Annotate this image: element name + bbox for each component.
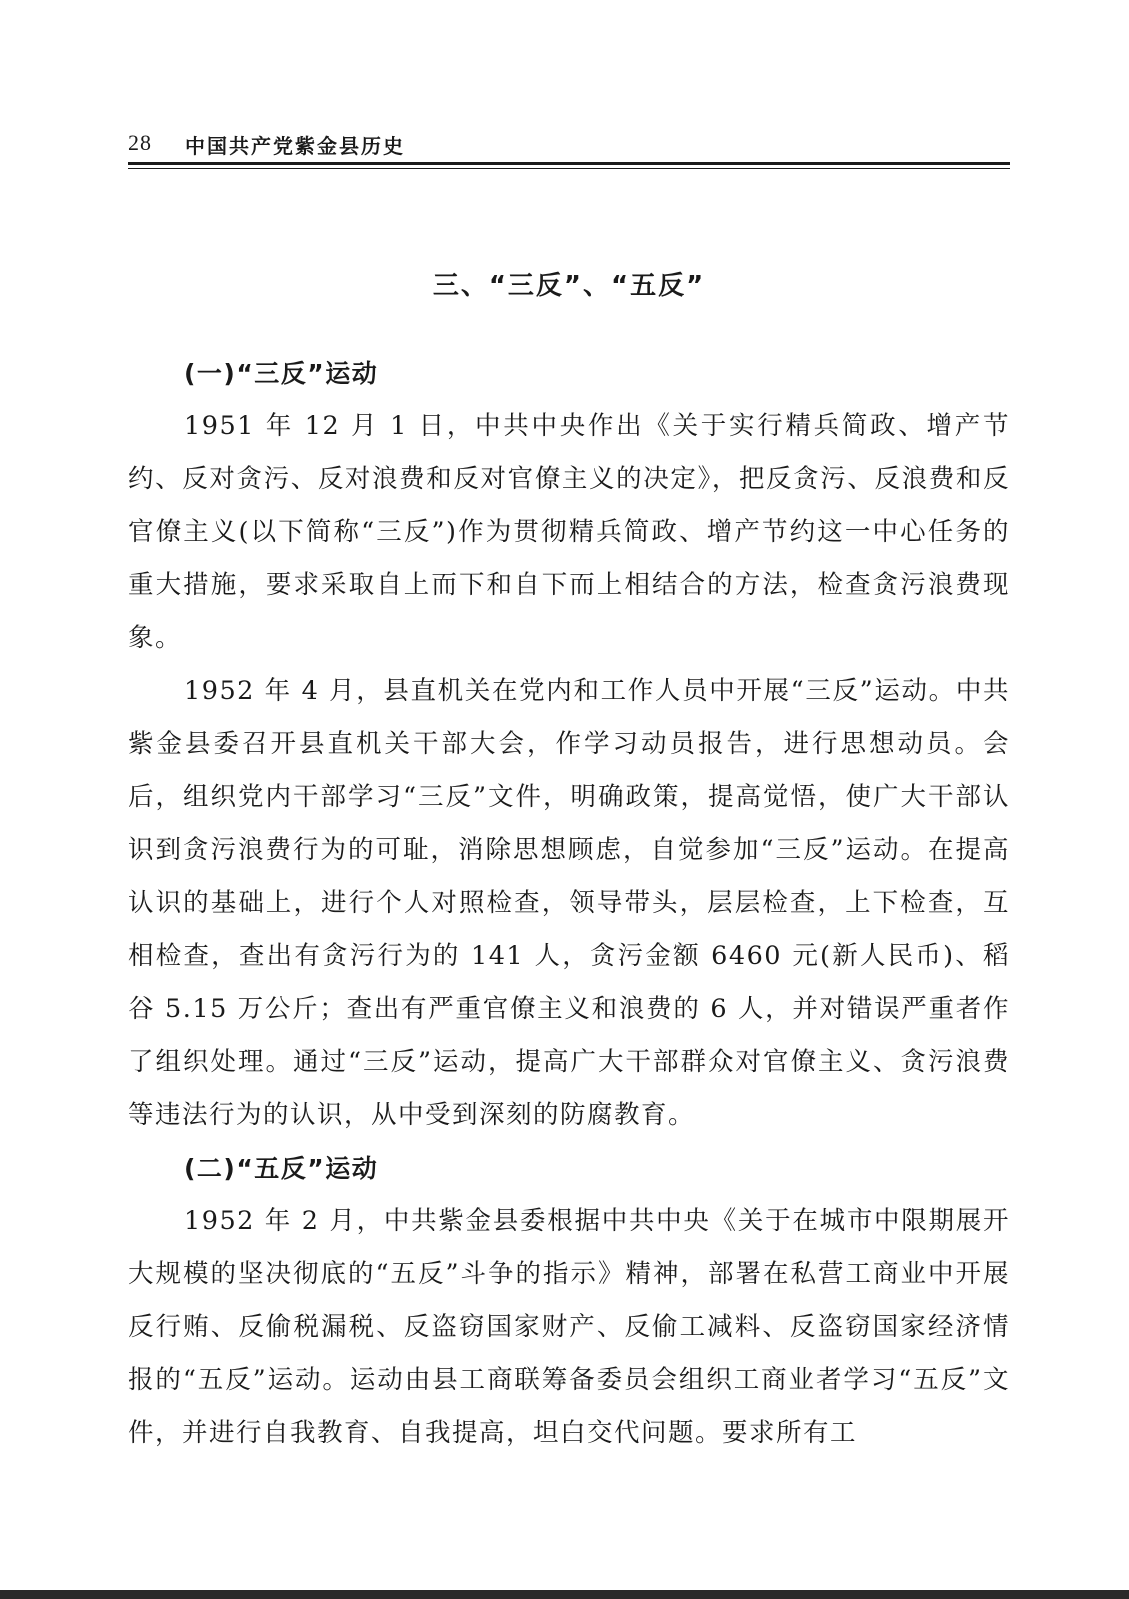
book-title: 中国共产党紫金县历史 <box>185 134 405 158</box>
scan-edge <box>0 1590 1129 1599</box>
subsection-heading: (二)“五反”运动 <box>184 1154 379 1183</box>
body-text <box>128 347 1010 1460</box>
paragraph: 1951 年 12 月 1 日，中共中央作出《关于实行精兵简政、增产节约、反对贪污、反对浪费和反对官僚主义的决定》，把反贪污、反浪费和反官僚主义(以下简称“三反”)作为贯彻精兵简政、增产节约这一中心任务的重大措施，要求采取自上而下和自下而上相结合的方法，检查贪污浪费现象。 <box>128 411 1010 653</box>
header-rule-thin <box>128 168 1010 169</box>
section-title: 三、“三反”、“五反” <box>432 271 706 301</box>
paragraph: 1952 年 4 月，县直机关在党内和工作人员中开展“三反”运动。中共紫金县委召开县直机关干部大会，作学习动员报告，进行思想动员。会后，组织党内干部学习“三反”文件，明确政策，提高觉悟，使广大干部认识到贪污浪费行为的可耻，消除思想顾虑，自觉参加“三反”运动。在提高认识的基础上，进行个人对照检查，领导带头，层层检查，上下检查，互相检查，查出有贪污行为的 141 人，贪污金额 6460 元(新人民币)、稻谷 5.15 万公斤；查出有严重官僚主义和浪费的 6 人，并对错误严重者作了组织处理。通过“三反”运动，提高广大干部群众对官僚主义、贪污浪费等违法行为的认识，从中受到深刻的防腐教育。 <box>128 676 1010 1130</box>
page-number: 28 <box>128 130 152 155</box>
paragraph: 1952 年 2 月，中共紫金县委根据中共中央《关于在城市中限期展开大规模的坚决彻底的“五反”斗争的指示》精神，部署在私营工商业中开展反行贿、反偷税漏税、反盗窃国家财产、反偷工减料、反盗窃国家经济情报的“五反”运动。运动由县工商联筹备委员会组织工商业者学习“五反”文件，并进行自我教育、自我提高，坦白交代问题。要求所有工 <box>128 1206 1010 1448</box>
subsection-heading: (一)“三反”运动 <box>184 359 379 388</box>
header-rule-thick <box>128 162 1010 165</box>
running-header <box>128 128 1010 160</box>
